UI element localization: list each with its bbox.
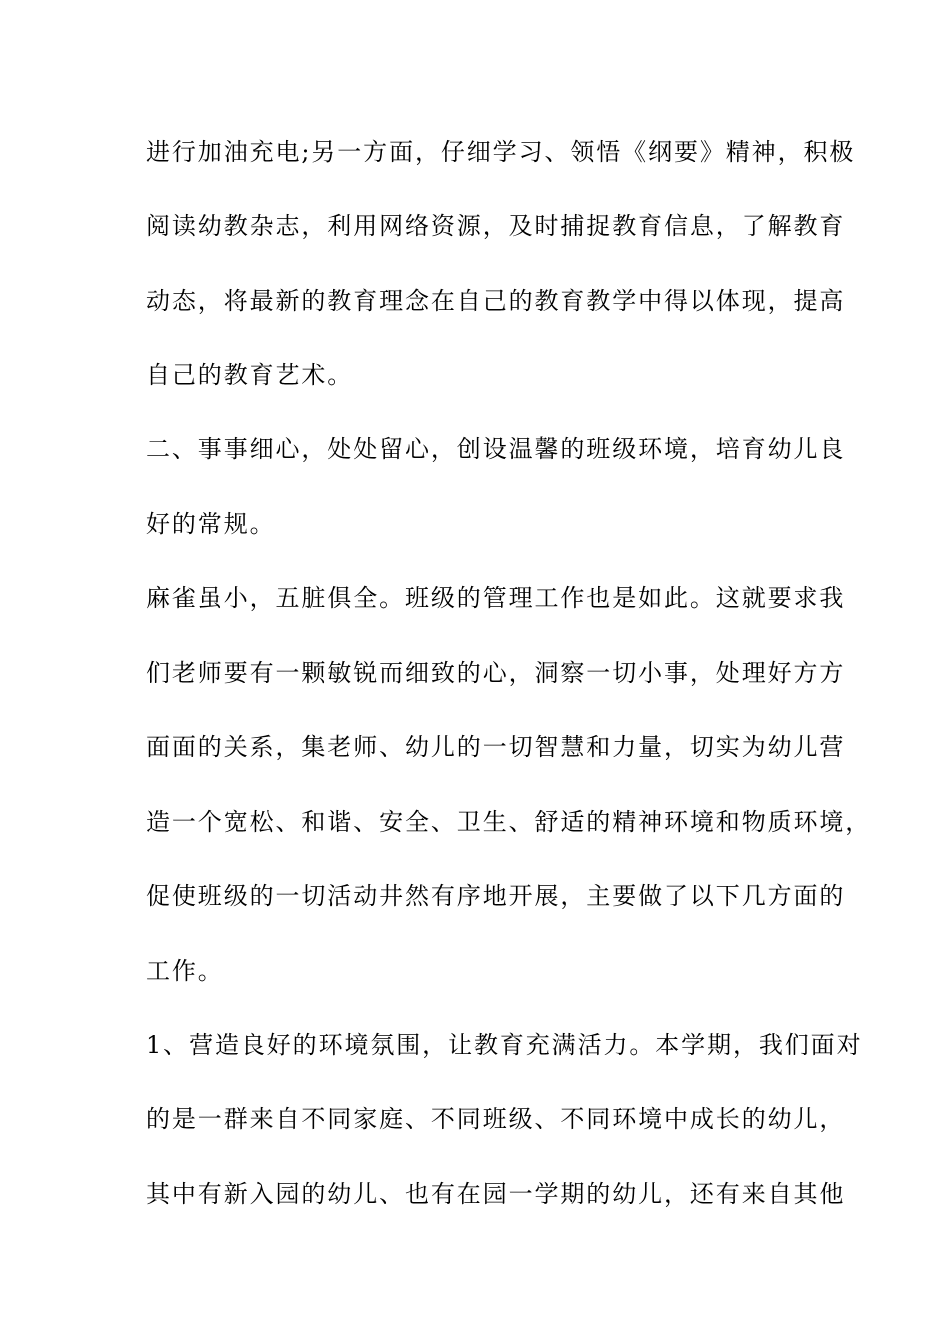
text-line-7: 麻雀虽小，五脏俱全。班级的管理工作也是如此。这就要求我 <box>146 584 846 612</box>
text-line-8: 们老师要有一颗敏锐而细致的心，洞察一切小事，处理好方方 <box>146 659 846 687</box>
text-line-13: 1、营造良好的环境氛围，让教育充满活力。本学期，我们面对 <box>146 1031 863 1059</box>
text-line-3: 动态，将最新的教育理念在自己的教育教学中得以体现，提高 <box>146 287 846 315</box>
text-line-1: 进行加油充电;另一方面，仔细学习、领悟《纲要》精神，积极 <box>146 138 856 166</box>
text-line-6: 好的常规。 <box>146 510 276 538</box>
text-line-15: 其中有新入园的幼儿、也有在园一学期的幼儿，还有来自其他 <box>146 1180 846 1208</box>
text-line-11: 促使班级的一切活动井然有序地开展，主要做了以下几方面的 <box>146 882 846 910</box>
text-line-9: 面面的关系，集老师、幼儿的一切智慧和力量，切实为幼儿营 <box>146 733 846 761</box>
text-line-14: 的是一群来自不同家庭、不同班级、不同环境中成长的幼儿， <box>146 1105 846 1133</box>
text-line-10: 造一个宽松、和谐、安全、卫生、舒适的精神环境和物质环境， <box>146 808 872 836</box>
text-line-2: 阅读幼教杂志，利用网络资源，及时捕捉教育信息，了解教育 <box>146 212 846 240</box>
text-line-4: 自己的教育艺术。 <box>146 361 354 389</box>
text-line-12: 工作。 <box>146 957 224 985</box>
section-heading: 二、事事细心，处处留心，创设温馨的班级环境，培育幼儿良 <box>146 435 846 463</box>
